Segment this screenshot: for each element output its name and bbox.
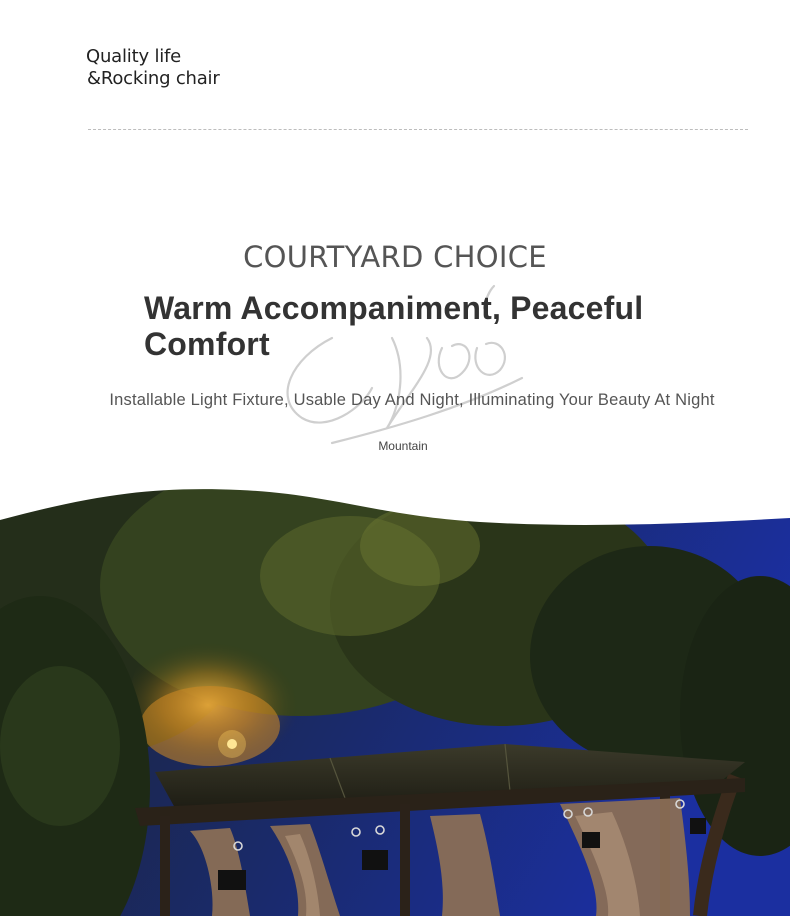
section-eyebrow: COURTYARD CHOICE <box>243 240 547 274</box>
dashed-divider <box>88 129 748 130</box>
hero-photo-night-pergola <box>0 486 790 916</box>
section-headline: Warm Accompaniment, Peaceful Comfort <box>144 290 644 362</box>
section-subtitle: Installable Light Fixture, Usable Day And Night, Illuminating Your Beauty At Night <box>109 391 715 409</box>
brand-line-1: Quality life <box>86 46 182 67</box>
section-caption: Mountain <box>378 439 428 453</box>
brand-logo <box>86 46 220 90</box>
brand-line-2: &Rocking chair <box>87 68 220 89</box>
